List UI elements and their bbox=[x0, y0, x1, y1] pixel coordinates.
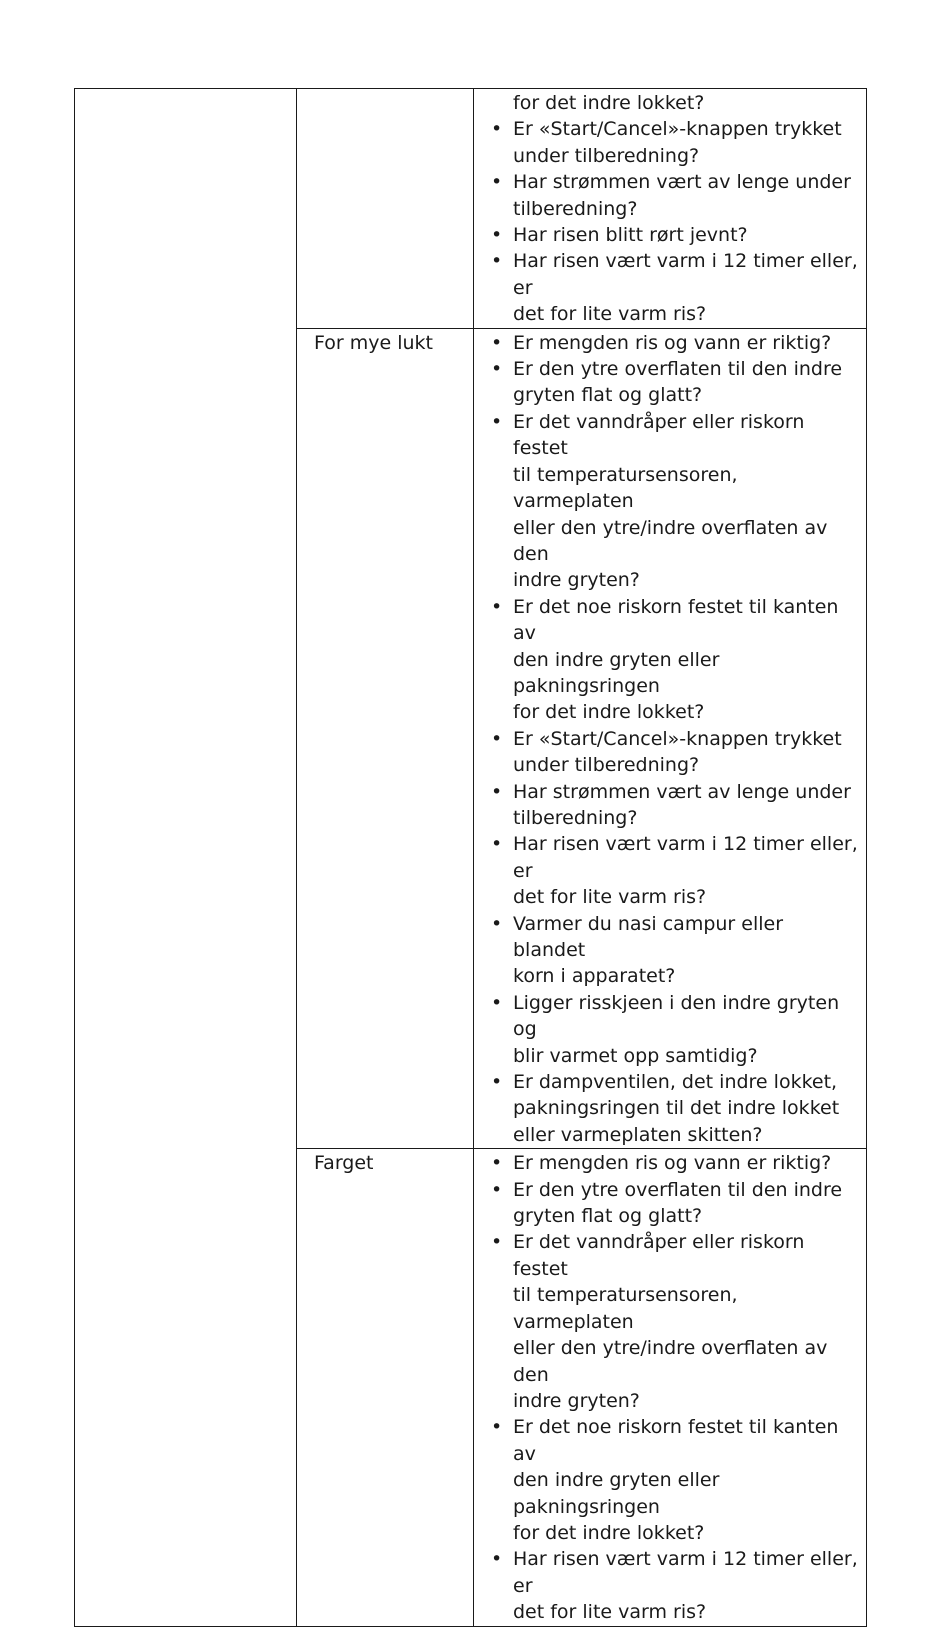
check-item: • Har risen vært varm i 12 timer eller, er det for lite varm ris? bbox=[513, 831, 858, 910]
problem-cell bbox=[297, 1149, 474, 1626]
check-item: • Er det noe riskorn festet til kanten av den indre gryten eller pakningsringen for det indre lokket? bbox=[513, 1414, 858, 1546]
check-item: • Ligger risskjeen i den indre gryten og blir varmet opp samtidig? bbox=[513, 990, 858, 1069]
problem-label: Farget bbox=[314, 1152, 374, 1175]
check-item: • Er det vanndråper eller riskorn festet til temperatursensoren, varmeplaten eller den ytre/indre overflaten av den indre gryten? bbox=[513, 409, 858, 594]
checks-list bbox=[474, 329, 866, 1149]
table-body bbox=[75, 89, 867, 1627]
problem-label bbox=[297, 89, 473, 90]
check-item: • Har risen blitt rørt jevnt? bbox=[513, 222, 858, 248]
check-item: • Har risen vært varm i 12 timer eller, er det for lite varm ris? bbox=[513, 1546, 858, 1625]
troubleshooting-table bbox=[74, 88, 867, 1627]
check-item: • Varmer du nasi campur eller blandet korn i apparatet? bbox=[513, 911, 858, 990]
checks-cell bbox=[474, 328, 867, 1149]
checks-list bbox=[474, 1149, 866, 1625]
checks-cell bbox=[474, 89, 867, 329]
check-item: • Har strømmen vært av lenge under tilberedning? bbox=[513, 169, 858, 222]
check-item: • Er den ytre overflaten til den indre gryten flat og glatt? bbox=[513, 1177, 858, 1230]
check-item: • Er det vanndråper eller riskorn festet til temperatursensoren, varmeplaten eller den ytre/indre overflaten av den indre gryten? bbox=[513, 1229, 858, 1414]
check-item: • Er den ytre overflaten til den indre gryten flat og glatt? bbox=[513, 356, 858, 409]
checks-cell bbox=[474, 1149, 867, 1626]
check-item: • Er mengden ris og vann er riktig? bbox=[513, 1150, 858, 1176]
check-item: • Har strømmen vært av lenge under tilberedning? bbox=[513, 779, 858, 832]
checks-list bbox=[474, 89, 866, 328]
check-item: • Er «Start/Cancel»-knappen trykket under tilberedning? bbox=[513, 116, 858, 169]
check-item: • Er det noe riskorn festet til kanten av den indre gryten eller pakningsringen for det indre lokket? bbox=[513, 594, 858, 726]
problem-cell bbox=[297, 89, 474, 329]
check-item: • Har risen vært varm i 12 timer eller, er det for lite varm ris? bbox=[513, 248, 858, 327]
check-item: • Er «Start/Cancel»-knappen trykket under tilberedning? bbox=[513, 726, 858, 779]
problem-cell bbox=[297, 328, 474, 1149]
check-item: • Er mengden ris og vann er riktig? bbox=[513, 330, 858, 356]
check-item: for det indre lokket? bbox=[513, 92, 705, 114]
table-row bbox=[75, 89, 867, 329]
check-item: • Er dampventilen, det indre lokket, pakningsringen til det indre lokket eller varmeplaten skitten? bbox=[513, 1069, 858, 1148]
category-cell bbox=[75, 89, 297, 1627]
problem-label: For mye lukt bbox=[314, 331, 433, 354]
